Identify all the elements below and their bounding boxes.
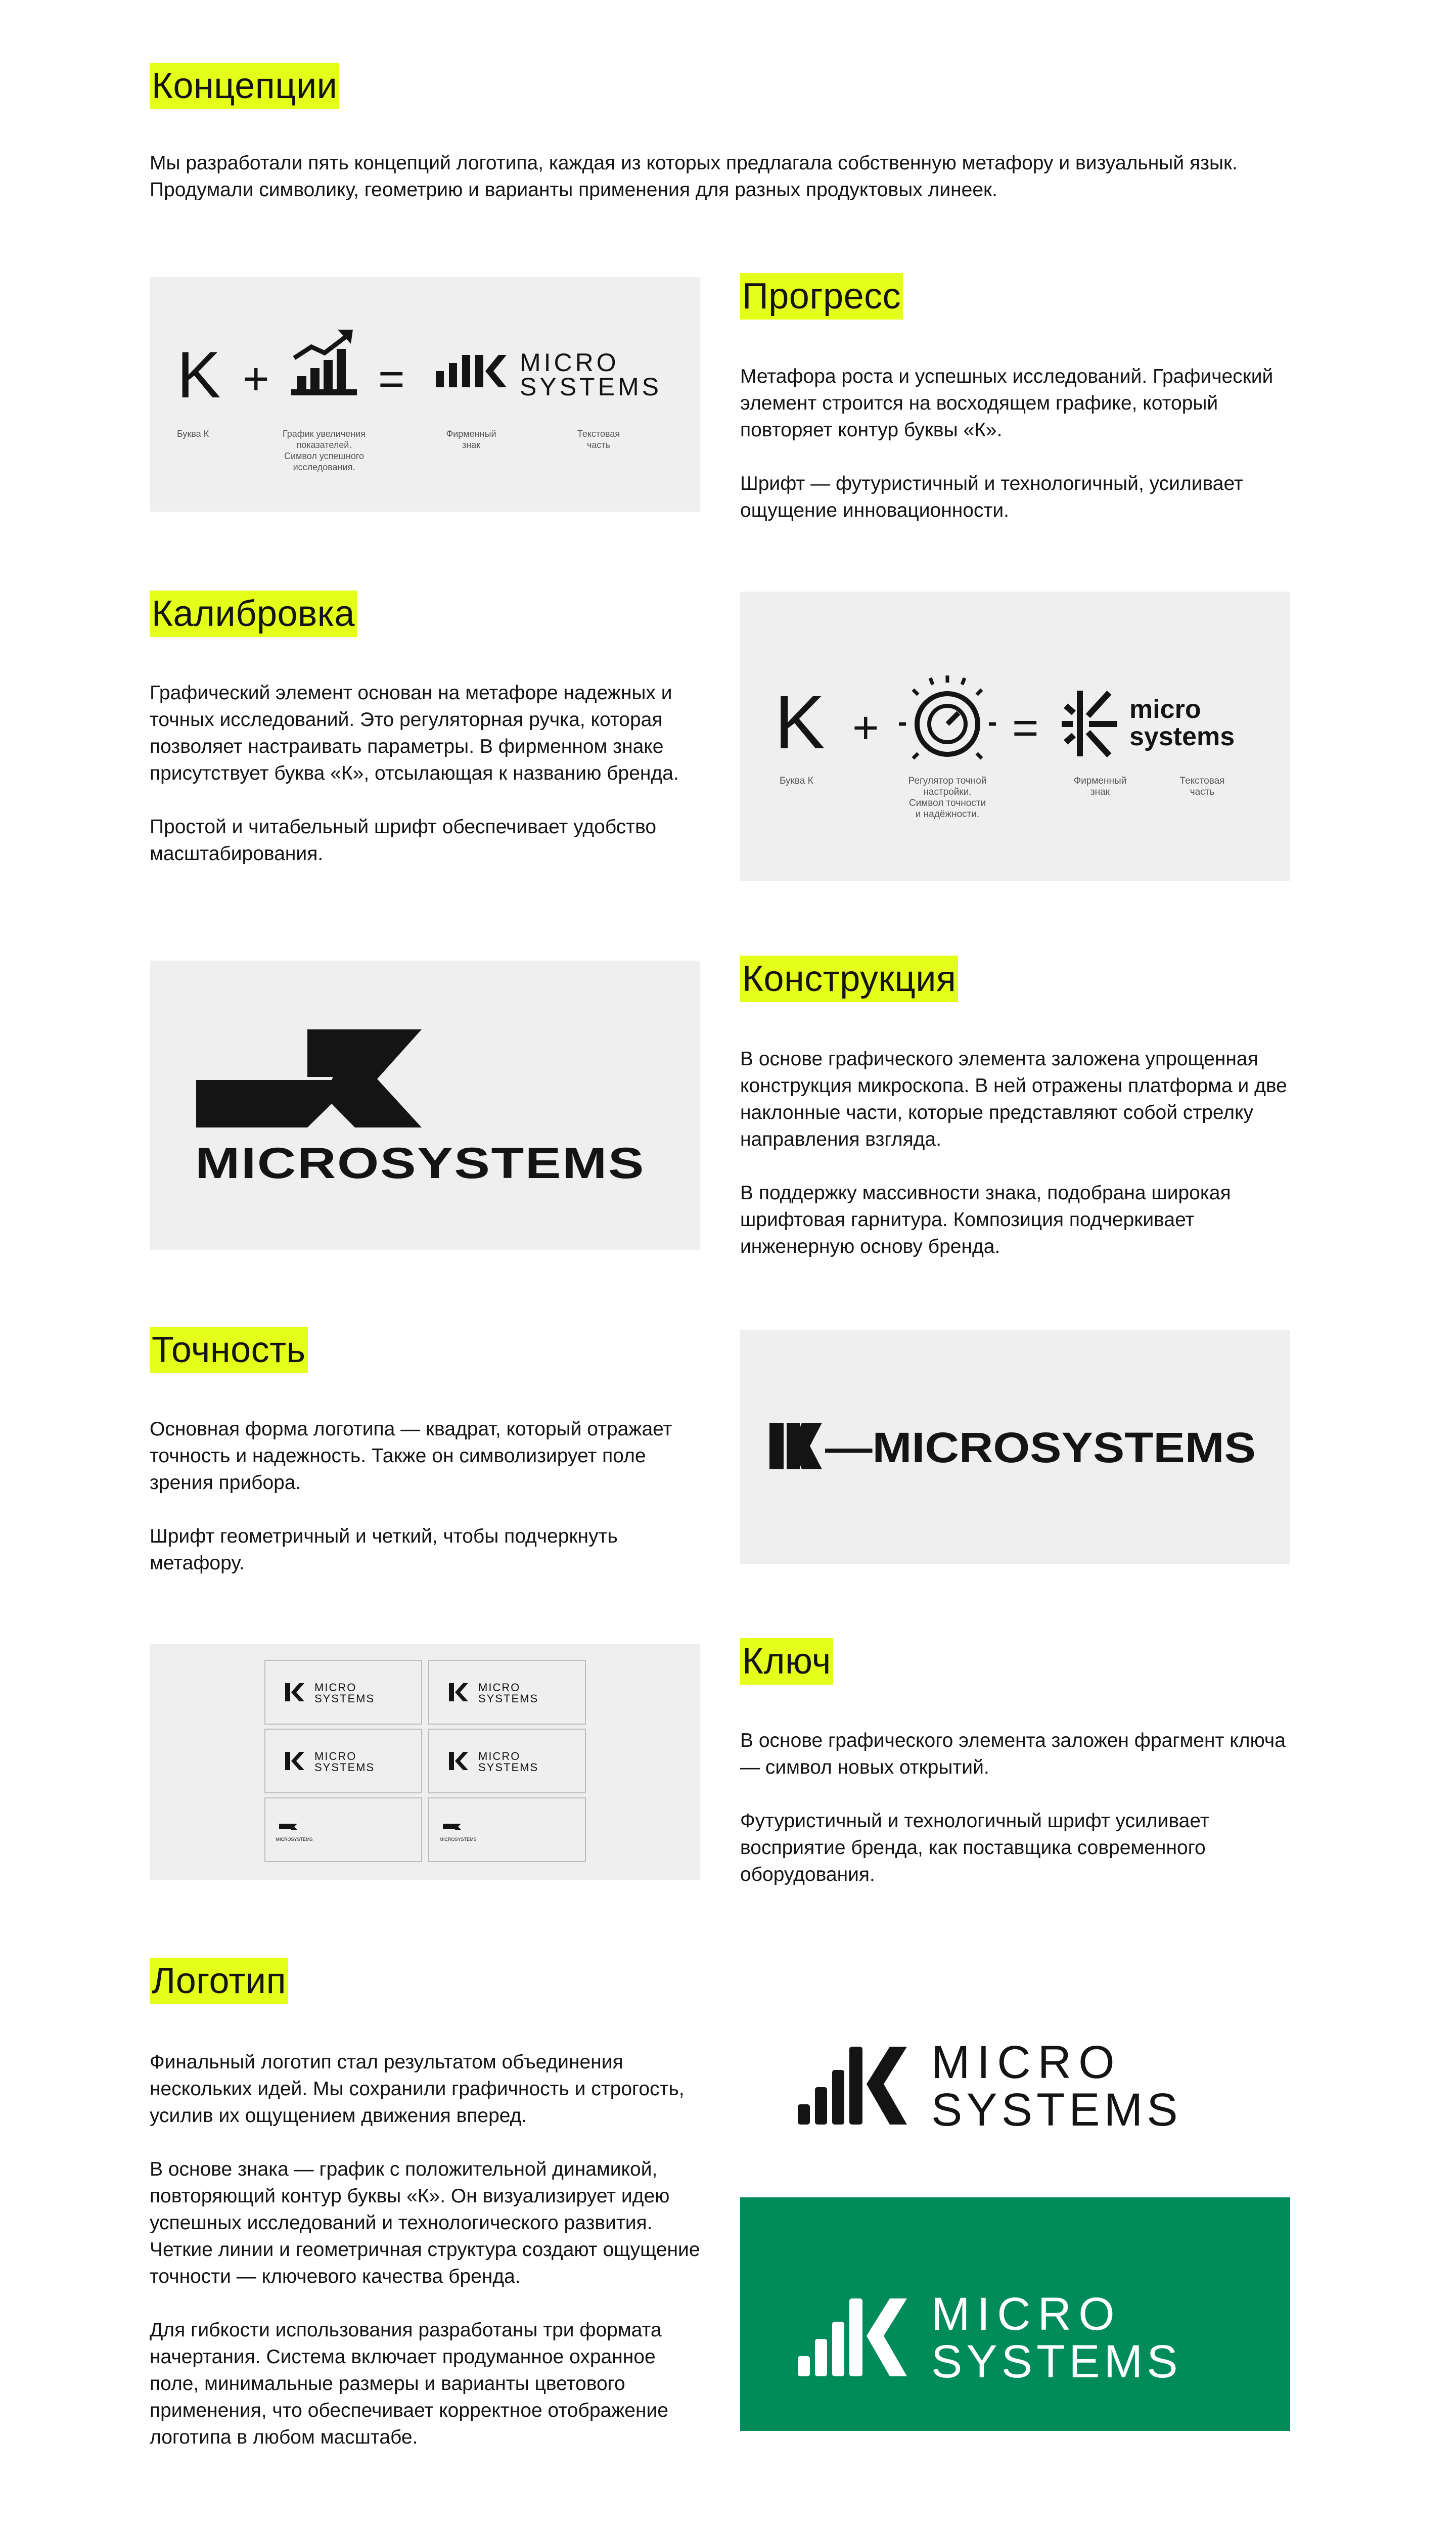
key-variant-word-2: SYSTEMS — [314, 1692, 375, 1705]
calibration-word-systems: systems — [1129, 722, 1235, 751]
logo-green-panel — [740, 2197, 1290, 2431]
key-variant-word-2: SYSTEMS — [478, 1761, 539, 1774]
equals-sign: = — [1012, 703, 1039, 753]
key-title: Ключ — [740, 1638, 833, 1685]
svg-text:показателей.: показателей. — [296, 440, 352, 450]
final-mark-icon — [798, 2047, 907, 2125]
caption-chart — [283, 429, 366, 472]
svg-text:Символ успешного: Символ успешного — [284, 451, 365, 461]
key-variant-word-1: MICROSYSTEMS — [276, 1837, 313, 1842]
calibration-word-micro: micro — [1129, 695, 1201, 724]
progress-word-micro: MICRO — [520, 348, 619, 377]
key-text-1: В основе графического элемента заложен фрагмент ключа — символ новых открытий. — [740, 1730, 1286, 1778]
svg-text:График увеличения: График увеличения — [283, 429, 366, 439]
final-word-micro-white: MICRO — [931, 2288, 1122, 2340]
key-variant-word-1: MICRO — [478, 1750, 521, 1763]
svg-text:исследования.: исследования. — [293, 462, 355, 472]
svg-text:Текстовая: Текстовая — [577, 429, 620, 439]
final-word-micro: MICRO — [931, 2037, 1122, 2088]
construction-text-1: В основе графического элемента заложена упрощенная конструкция микроскопа. В ней отражены платформа и две наклонные части, которые представляют собой стрелку направления взгляда. — [740, 1048, 1287, 1150]
svg-text:часть: часть — [1190, 787, 1215, 797]
logo-text-3: Для гибкости использования разработаны три формата начертания. Система включает продуманное охранное поле, минимальные размеры и варианты цветового применения, что обеспечивает корректное отображение логотипа в любом масштабе. — [150, 2319, 668, 2448]
key-variant-word-1: MICRO — [314, 1750, 357, 1763]
caption-text-part — [1180, 776, 1225, 797]
intro-title: Концепции — [150, 63, 339, 109]
key-variant-word-1: MICROSYSTEMS — [439, 1837, 477, 1842]
logo-title: Логотип — [150, 1958, 288, 2004]
calibration-title: Калибровка — [150, 591, 357, 637]
growth-chart-icon — [291, 330, 357, 395]
precision-wordmark: —MICROSYSTEMS — [825, 1424, 1256, 1471]
calibration-formula-panel — [740, 592, 1290, 881]
logo-text-1: Финальный логотип стал результатом объединения нескольких идей. Мы сохранили графичность и строгость, усилив их ощущением движения вперед. — [150, 2051, 685, 2127]
key-variant-frame — [429, 1798, 585, 1862]
intro-text: Мы разработали пять концепций логотипа, каждая из которых предлагала собственную метафору и визуальный язык. Продумали символику, геометрию и варианты применения для разных продуктовых линеек. — [150, 152, 1238, 201]
construction-wordmark: MICROSYSTEMS — [195, 1139, 645, 1188]
svg-text:знак: знак — [462, 440, 481, 450]
calibration-text-1: Графический элемент основан на метафоре надежных и точных исследований. Это регуляторная ручка, которая позволяет настраивать параметры. В фирменном знаке присутствует буква «К», отсылающая к названию бренда. — [150, 682, 679, 784]
svg-text:Фирменный: Фирменный — [1073, 776, 1127, 786]
construction-title: Конструкция — [740, 956, 958, 1002]
key-variant-cell — [265, 1660, 422, 1724]
plus-sign: + — [852, 703, 879, 753]
letter-k: K — [775, 680, 826, 764]
key-variant-word-1: MICRO — [314, 1681, 357, 1694]
progress-title: Прогресс — [740, 273, 903, 320]
precision-text-1: Основная форма логотипа — квадрат, который отражает точность и надежность. Также он символизирует поле зрения прибора. — [150, 1418, 672, 1494]
final-logo-white — [740, 2197, 1290, 2431]
caption-mark — [446, 429, 496, 450]
construction-logo-panel — [150, 961, 700, 1250]
key-variant-cell — [429, 1660, 585, 1724]
key-variant-frame — [265, 1798, 422, 1862]
construction-logo — [150, 961, 700, 1250]
key-variant-cell — [429, 1798, 585, 1862]
svg-text:настройки.: настройки. — [923, 787, 972, 797]
precision-text-2: Шрифт геометричный и четкий, чтобы подчеркнуть метафору. — [150, 1525, 618, 1574]
progress-text-1: Метафора роста и успешных исследований. Графический элемент строится на восходящем графике, который повторяет контур буквы «К». — [740, 366, 1273, 441]
key-variant-word-2: SYSTEMS — [478, 1692, 539, 1705]
calibration-text-2: Простой и читабельный шрифт обеспечивает удобство масштабирования. — [150, 816, 657, 865]
calibration-formula-illustration — [740, 592, 1290, 881]
letter-k: K — [177, 338, 221, 412]
svg-text:и надёжности.: и надёжности. — [915, 809, 980, 820]
plus-sign: + — [243, 354, 269, 404]
construction-text-2: В поддержку массивности знака, подобрана широкая шрифтовая гарнитура. Композиция подчеркивает инженерную основу бренда. — [740, 1182, 1231, 1257]
svg-text:Регулятор точной: Регулятор точной — [908, 776, 987, 786]
equals-sign: = — [378, 354, 405, 404]
logo-white-panel — [740, 1958, 1290, 2178]
final-mark-white-icon — [798, 2298, 907, 2376]
caption-mark — [1074, 776, 1127, 797]
final-word-systems: SYSTEMS — [931, 2084, 1182, 2136]
caption-knob — [908, 776, 987, 820]
precision-title: Точность — [150, 1327, 308, 1373]
key-variant-cell — [265, 1798, 422, 1862]
progress-formula-illustration — [150, 277, 700, 512]
svg-text:Текстовая: Текстовая — [1179, 776, 1225, 786]
knob-icon — [899, 675, 996, 758]
precision-logo-panel — [740, 1330, 1290, 1564]
caption-letter: Буква К — [780, 776, 813, 786]
svg-text:Фирменный: Фирменный — [446, 429, 496, 439]
microscope-mark-icon — [196, 1029, 422, 1127]
key-text-2: Футуристичный и технологичный шрифт усиливает восприятие бренда, как поставщика современного оборудования. — [740, 1810, 1209, 1885]
key-variant-word-2: SYSTEMS — [314, 1761, 375, 1774]
progress-word-systems: SYSTEMS — [520, 373, 662, 401]
precision-logo — [740, 1330, 1290, 1564]
svg-text:часть: часть — [586, 440, 611, 450]
svg-text:Символ точности: Символ точности — [908, 798, 986, 808]
key-variant-cell — [429, 1729, 585, 1793]
final-word-systems-white: SYSTEMS — [931, 2336, 1182, 2387]
svg-text:знак: знак — [1090, 787, 1110, 797]
square-k-mark-icon — [769, 1423, 822, 1469]
final-logo-black — [740, 1958, 1290, 2178]
key-variant-cell — [265, 1729, 422, 1793]
key-variants-panel — [150, 1644, 700, 1880]
calibration-brand-mark-icon — [1062, 691, 1117, 756]
progress-brand-mark-icon — [436, 355, 507, 387]
progress-formula-panel — [150, 277, 700, 512]
logo-text-2: В основе знака — график с положительной динамикой, повторяющий контур буквы «К». Он визуализирует идею успешных исследований и технологического развития. Четкие линии и геометричная структура создают ощущение точности — ключевого качества бренда. — [150, 2158, 700, 2287]
caption-text-part — [577, 429, 620, 450]
progress-text-2: Шрифт — футуристичный и технологичный, усиливает ощущение инновационности. — [740, 473, 1243, 521]
key-variant-word-1: MICRO — [478, 1681, 521, 1694]
key-variants-grid — [150, 1644, 700, 1880]
caption-letter: Буква К — [177, 429, 209, 439]
